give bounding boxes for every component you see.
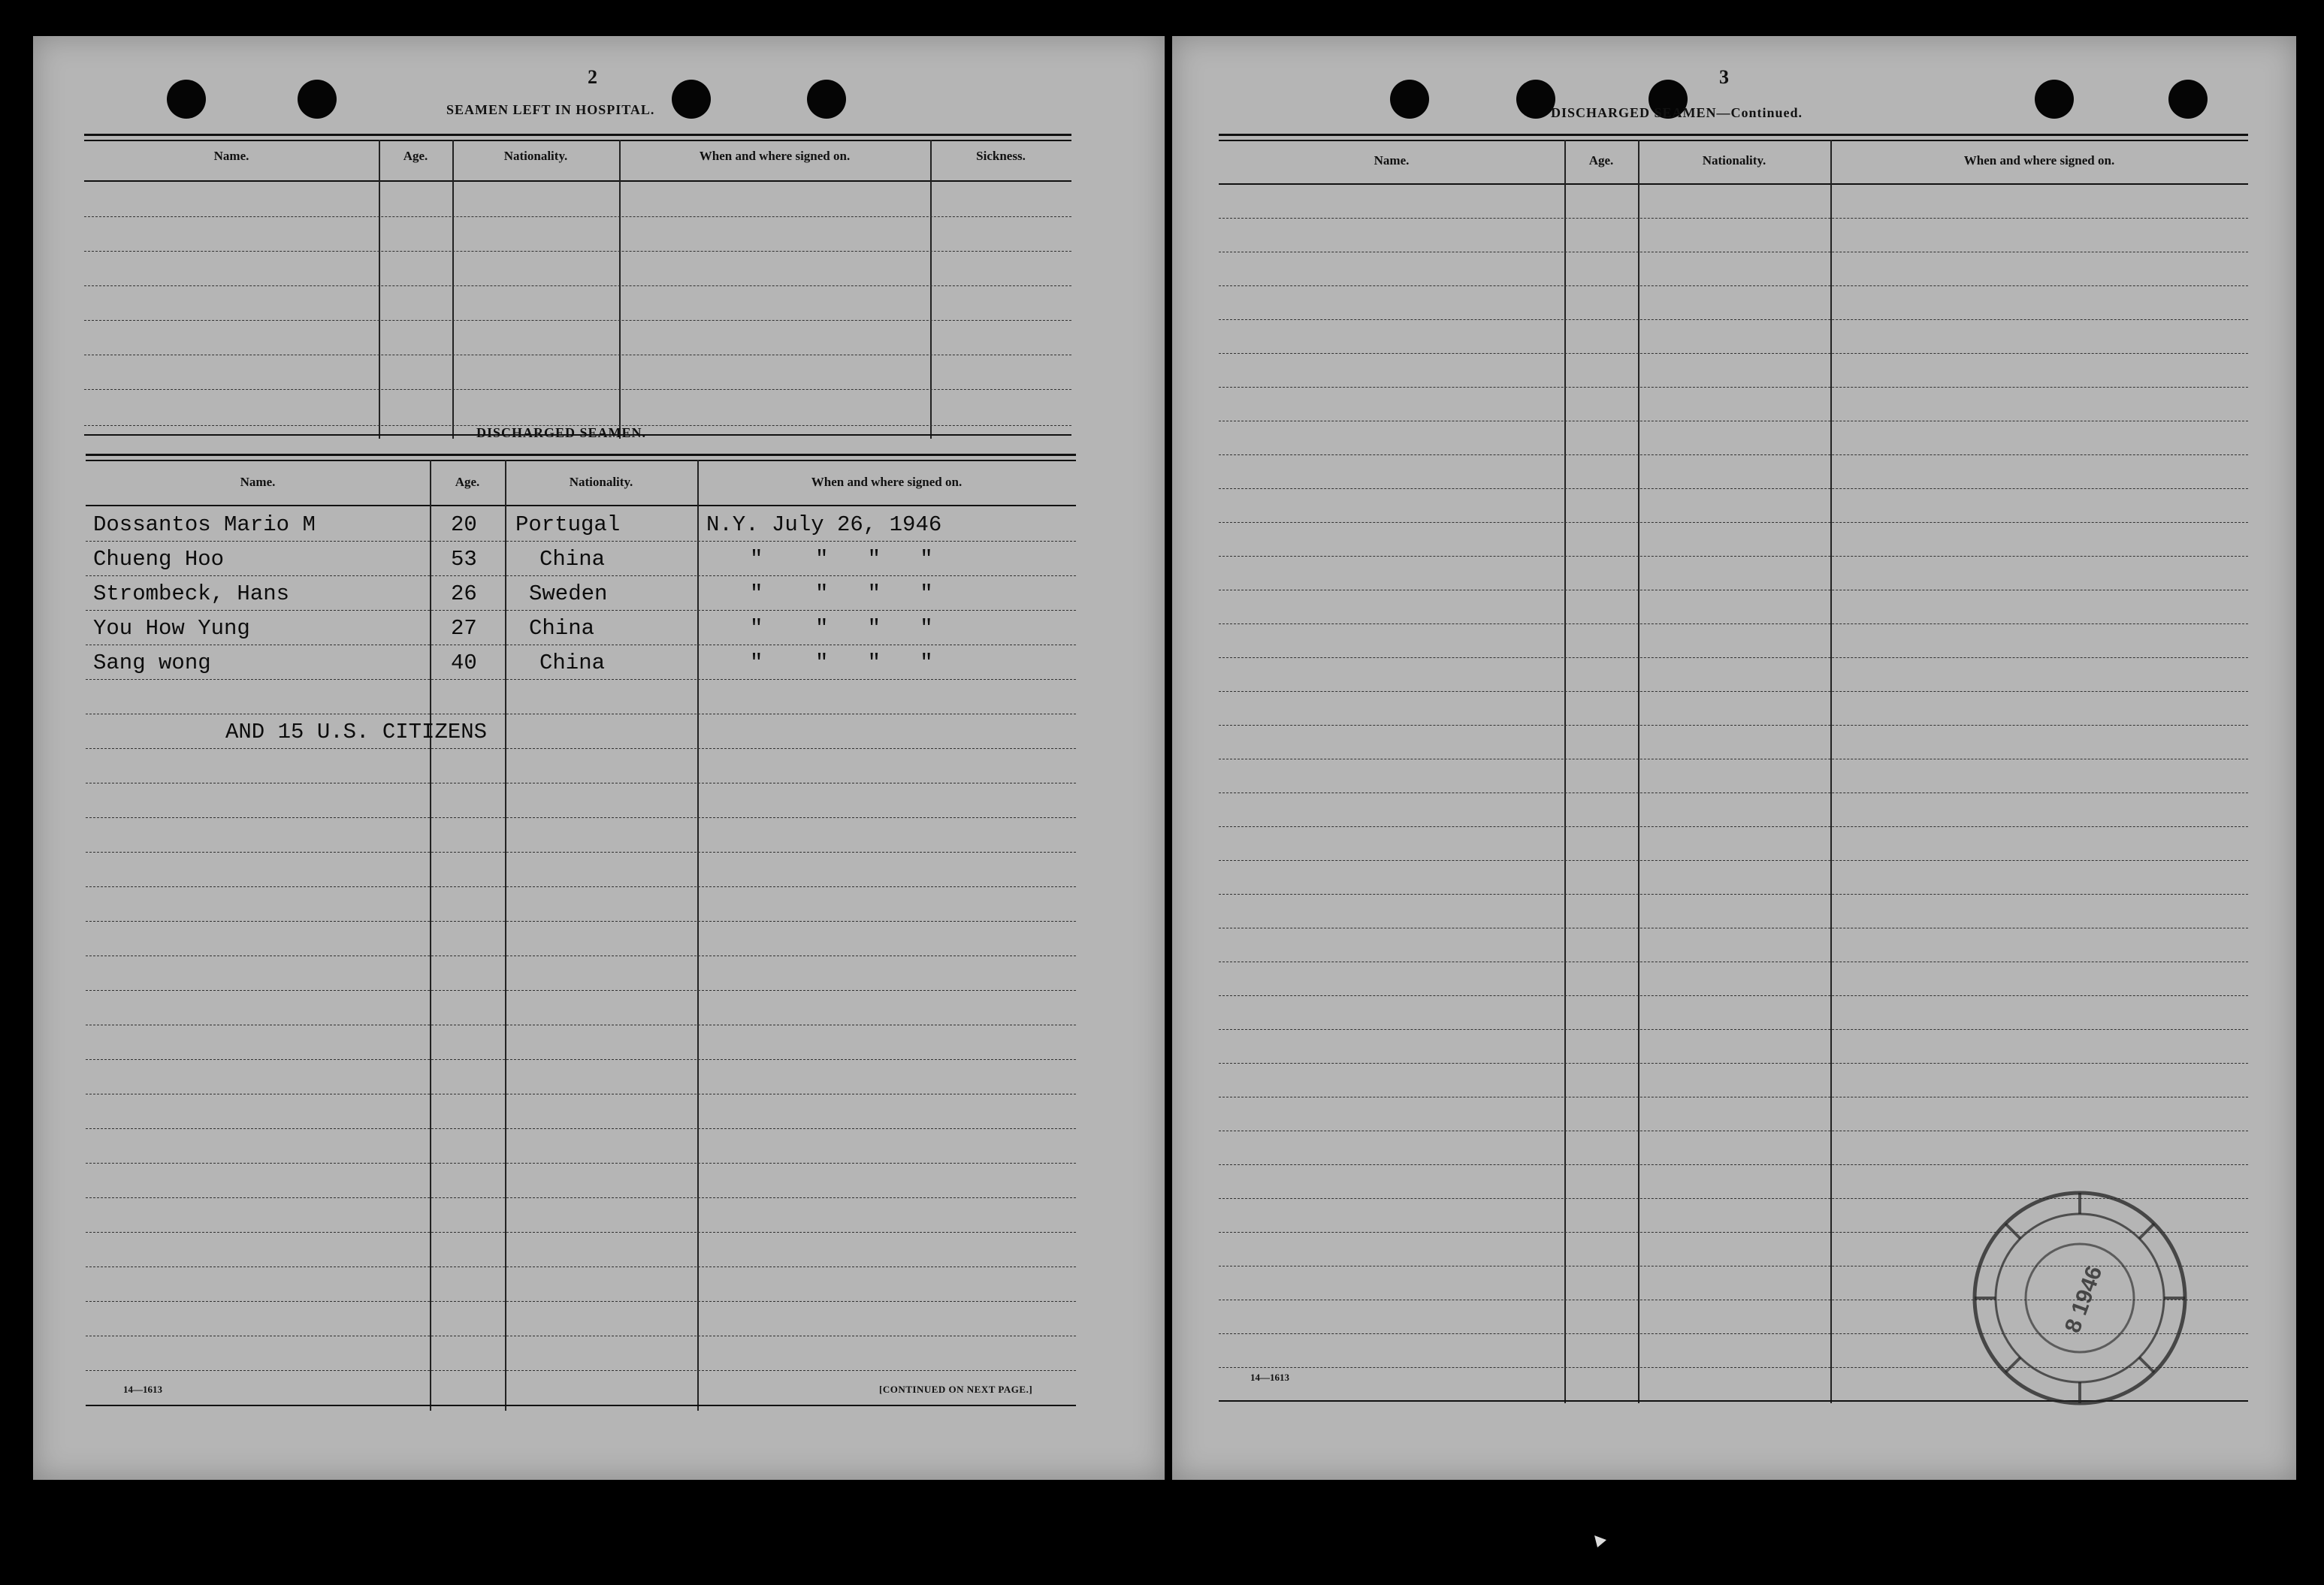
- cell-name: You How Yung: [93, 616, 250, 641]
- ruled-line: [1219, 792, 2248, 793]
- ruled-line: [1219, 826, 2248, 827]
- cell-age: 40: [451, 651, 477, 675]
- cell-nationality: Sweden: [529, 581, 608, 606]
- ruled-line: [1219, 1063, 2248, 1064]
- cell-signed-on: " " " ": [750, 581, 933, 606]
- column-header-age: Age.: [403, 149, 428, 163]
- ruled-line: [86, 610, 1076, 611]
- ruled-line: [86, 852, 1076, 853]
- ruled-line: [1219, 657, 2248, 658]
- citizens-note: AND 15 U.S. CITIZENS: [225, 720, 488, 744]
- form-number: 14—1613: [123, 1384, 162, 1395]
- ruled-line: [86, 541, 1076, 542]
- column-header-signed-on: When and where signed on.: [699, 149, 851, 163]
- punch-hole-icon: [2035, 80, 2074, 119]
- ruled-line: [86, 1370, 1076, 1371]
- cell-age: 26: [451, 581, 477, 606]
- left-page: [33, 36, 1165, 1480]
- ruled-line: [1219, 995, 2248, 996]
- column-header-signed-on: When and where signed on.: [1963, 153, 2115, 168]
- continued-note: [CONTINUED ON NEXT PAGE.]: [879, 1384, 1033, 1395]
- punch-hole-icon: [807, 80, 846, 119]
- ruled-line: [1219, 1029, 2248, 1030]
- punch-hole-icon: [298, 80, 337, 119]
- ruled-line: [1219, 860, 2248, 861]
- ruled-line: [1219, 387, 2248, 388]
- punch-hole-icon: [672, 80, 711, 119]
- ruled-line: [1219, 319, 2248, 320]
- ruled-line: [86, 1163, 1076, 1164]
- ruled-line: [86, 1301, 1076, 1302]
- punch-hole-icon: [1390, 80, 1429, 119]
- discharged-section-title: DISCHARGED SEAMEN.: [476, 425, 647, 440]
- ruled-line: [86, 1232, 1076, 1233]
- cell-signed-on: " " " ": [750, 547, 933, 572]
- ruled-line: [86, 1266, 1076, 1267]
- ruled-line: [86, 990, 1076, 991]
- ruled-line: [1219, 691, 2248, 692]
- cell-age: 53: [451, 547, 477, 572]
- column-header-name: Name.: [1374, 153, 1410, 168]
- stamp-date-text: 8 1946: [2060, 1263, 2108, 1336]
- ruled-line: [86, 1128, 1076, 1129]
- column-header-name: Name.: [240, 475, 276, 489]
- discharged-table: [86, 454, 1076, 1411]
- page-number: 2: [588, 66, 597, 88]
- column-header-nationality: Nationality.: [503, 149, 568, 163]
- form-number: 14—1613: [1250, 1372, 1289, 1383]
- ruled-line: [1219, 556, 2248, 557]
- cell-age: 20: [451, 512, 477, 537]
- date-stamp-icon: [1967, 1185, 2193, 1411]
- speck-icon: [1591, 1532, 1609, 1550]
- cell-signed-on: " " " ": [750, 651, 933, 675]
- column-header-signed-on: When and where signed on.: [811, 475, 963, 489]
- cell-age: 27: [451, 616, 477, 641]
- ruled-line: [86, 817, 1076, 818]
- column-header-age: Age.: [1588, 153, 1614, 168]
- cell-signed-on: " " " ": [750, 616, 933, 641]
- ruled-line: [1219, 454, 2248, 455]
- ruled-line: [1219, 623, 2248, 624]
- column-header-nationality: Nationality.: [1702, 153, 1766, 168]
- ruled-line: [86, 748, 1076, 749]
- column-header-sickness: Sickness.: [976, 149, 1026, 163]
- ruled-line: [1219, 285, 2248, 286]
- punch-hole-icon: [2168, 80, 2208, 119]
- ruled-line: [1219, 353, 2248, 354]
- hospital-table: [84, 134, 1071, 439]
- page-number: 3: [1719, 66, 1729, 88]
- ruled-line: [86, 1197, 1076, 1198]
- ruled-line: [1219, 218, 2248, 219]
- ruled-line: [1219, 1164, 2248, 1165]
- ruled-line: [86, 575, 1076, 576]
- cell-nationality: China: [539, 651, 606, 675]
- ruled-line: [1219, 522, 2248, 523]
- ruled-line: [1219, 725, 2248, 726]
- column-header-nationality: Nationality.: [569, 475, 633, 489]
- cell-signed-on: N.Y. July 26, 1946: [706, 512, 942, 537]
- ruled-line: [86, 921, 1076, 922]
- punch-hole-icon: [167, 80, 206, 119]
- ruled-line: [86, 886, 1076, 887]
- ruled-line: [86, 1059, 1076, 1060]
- cell-name: Sang wong: [93, 651, 211, 675]
- cell-nationality: China: [539, 547, 606, 572]
- discharged-continued-title: DISCHARGED SEAMEN—Continued.: [1551, 105, 1803, 120]
- cell-name: Strombeck, Hans: [93, 581, 290, 606]
- ruled-line: [86, 679, 1076, 680]
- column-header-name: Name.: [213, 149, 249, 163]
- ruled-line: [1219, 894, 2248, 895]
- punch-hole-icon: [1516, 80, 1555, 119]
- column-header-age: Age.: [455, 475, 480, 489]
- cell-name: Chueng Hoo: [93, 547, 225, 572]
- cell-nationality: China: [529, 616, 595, 641]
- cell-nationality: Portugal: [515, 512, 621, 537]
- cell-name: Dossantos Mario M: [93, 512, 316, 537]
- ruled-line: [1219, 488, 2248, 489]
- hospital-section-title: SEAMEN LEFT IN HOSPITAL.: [446, 102, 655, 117]
